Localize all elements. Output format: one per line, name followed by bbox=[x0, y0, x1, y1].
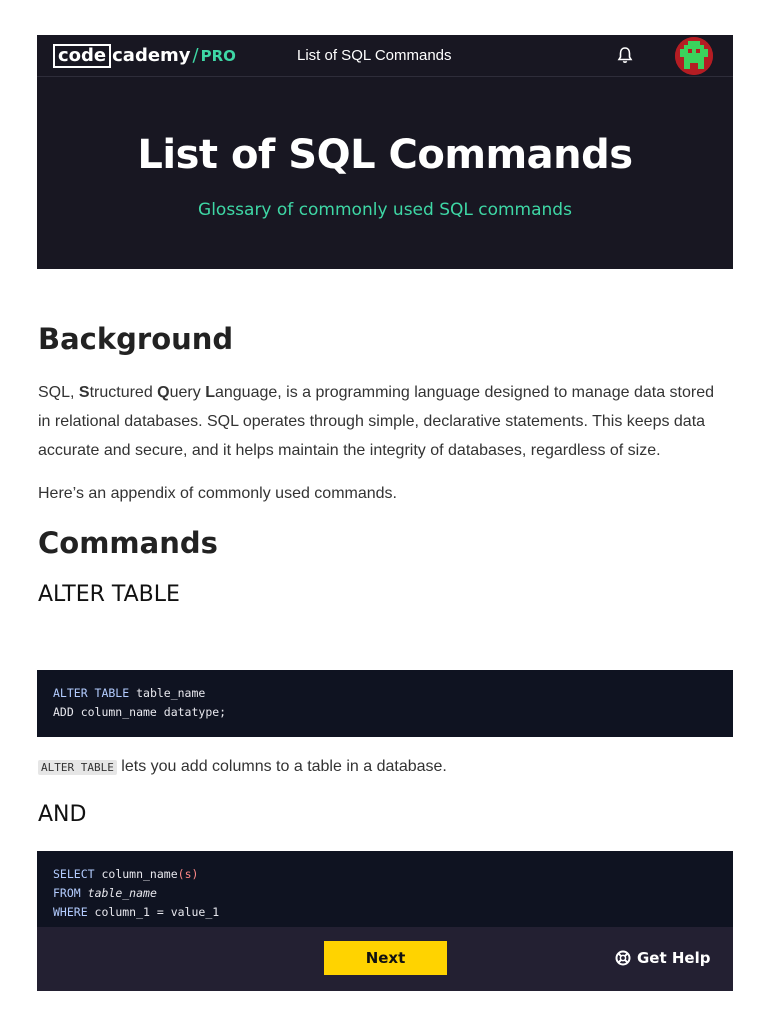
get-help-label: Get Help bbox=[637, 949, 711, 967]
code-line bbox=[53, 684, 717, 703]
and-heading: AND bbox=[38, 802, 87, 827]
logo-pro: PRO bbox=[200, 46, 236, 65]
alter-table-heading: ALTER TABLE bbox=[38, 582, 180, 607]
logo-cademy: cademy bbox=[112, 45, 191, 66]
alter-desc-text: lets you add columns to a table in a database. bbox=[116, 758, 447, 775]
bottom-bar bbox=[37, 927, 733, 991]
code-keyword: FROM bbox=[53, 886, 81, 900]
next-button[interactable]: Next bbox=[324, 941, 447, 975]
bg-text-Q: Q bbox=[157, 384, 170, 401]
bg-text-L: L bbox=[205, 384, 215, 401]
logo-slash: / bbox=[192, 45, 199, 66]
inline-code: ALTER TABLE bbox=[38, 760, 117, 775]
alter-table-code-block[interactable] bbox=[37, 670, 733, 737]
nav-title: List of SQL Commands bbox=[297, 47, 452, 64]
code-paren: (s) bbox=[177, 867, 199, 881]
code-text: table_name bbox=[129, 686, 206, 700]
article bbox=[38, 322, 730, 607]
bg-text-S: S bbox=[78, 384, 90, 401]
background-heading: Background bbox=[38, 322, 234, 356]
background-paragraph bbox=[38, 378, 730, 465]
bg-text-d: anguage, is a programming language designed to manage data stored in relational databases. SQL operates through simple, declarative statements. This keeps data accurate and secure, and it helps maintain the integrity of databases, regardless of size. bbox=[38, 384, 714, 459]
bg-text-b: tructured bbox=[89, 384, 158, 401]
code-text: table_name bbox=[87, 886, 157, 900]
bg-text-c: uery bbox=[169, 384, 206, 401]
code-line bbox=[53, 865, 717, 884]
hero-banner bbox=[37, 77, 733, 269]
get-help-button[interactable] bbox=[615, 949, 710, 967]
code-keyword: WHERE bbox=[53, 905, 88, 919]
app-frame bbox=[37, 35, 733, 269]
commands-heading: Commands bbox=[38, 526, 218, 560]
and-code-block[interactable] bbox=[37, 851, 733, 931]
pixel-avatar-icon bbox=[675, 37, 713, 75]
logo-code: code bbox=[53, 44, 111, 68]
alter-description bbox=[38, 752, 730, 782]
code-line bbox=[53, 903, 717, 922]
code-line bbox=[53, 884, 717, 903]
alter-table-desc bbox=[38, 752, 730, 827]
code-text: column_name bbox=[94, 867, 178, 881]
code-line: ADD column_name datatype; bbox=[53, 705, 227, 719]
top-nav bbox=[37, 35, 733, 77]
code-keyword: SELECT bbox=[53, 867, 95, 881]
appendix-paragraph: Here’s an appendix of commonly used commands. bbox=[38, 485, 397, 502]
avatar[interactable] bbox=[675, 37, 713, 75]
bell-icon[interactable] bbox=[615, 45, 635, 65]
code-keyword: ALTER TABLE bbox=[53, 686, 130, 700]
page-subtitle: Glossary of commonly used SQL commands bbox=[198, 200, 572, 220]
lifebuoy-icon bbox=[615, 950, 631, 966]
code-text: column_1 = value_1 bbox=[87, 905, 220, 919]
codecademy-logo[interactable] bbox=[53, 44, 236, 68]
bg-text-a: SQL, bbox=[38, 384, 79, 401]
page-title: List of SQL Commands bbox=[137, 132, 633, 178]
